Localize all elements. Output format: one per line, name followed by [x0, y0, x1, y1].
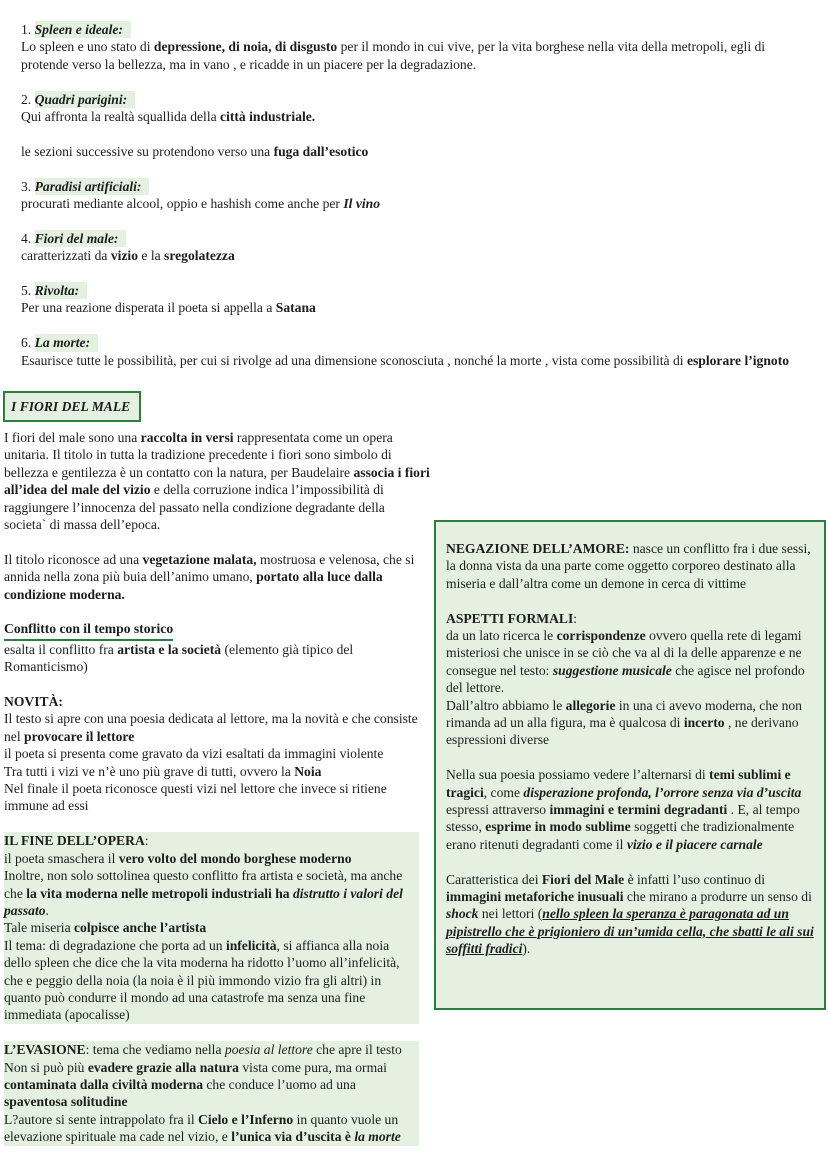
- text-run: Noia: [294, 763, 322, 779]
- section-heading: Fiori del male:: [35, 230, 127, 247]
- section-body: [21, 143, 811, 160]
- section-item: [21, 230, 811, 265]
- text-run: disperazione profonda, l’orrore senza via d’uscita: [523, 784, 802, 800]
- text-run: infelicità: [225, 937, 277, 953]
- novita-section: [4, 693, 430, 815]
- text-run: Tale miseria: [4, 920, 75, 936]
- text-run: il poeta smaschera il: [4, 850, 119, 866]
- text-run: corrispondenze: [556, 628, 646, 644]
- text-run: nei lettori (: [478, 906, 543, 922]
- evasione-section: [4, 1041, 419, 1145]
- section-item: [21, 282, 811, 317]
- text-run: .: [45, 902, 49, 918]
- negazione-paragraph: [446, 540, 816, 592]
- section-number: 4.: [21, 230, 35, 246]
- text-run: espressi attraverso: [446, 802, 550, 818]
- right-box: [434, 520, 826, 1010]
- section-number: 2.: [21, 91, 35, 107]
- text-run: esprime in modo sublime: [485, 819, 631, 835]
- text-run: temi sublimi e tragici: [446, 767, 791, 800]
- text-run: , ne derivano espressioni diverse: [446, 715, 799, 748]
- text-run: poesia al lettore: [224, 1042, 313, 1058]
- fine-heading-colon: :: [144, 833, 149, 849]
- text-run: I fiori del male sono una: [4, 430, 141, 445]
- text-run: contaminata dalla civiltà moderna: [4, 1076, 203, 1092]
- text-run: incerto: [683, 715, 725, 731]
- text-run: Lo spleen e uno stato di: [21, 39, 154, 55]
- text-run: Qui affronta la realtà squallida della: [21, 109, 221, 125]
- poesia-paragraph: [446, 766, 816, 853]
- text-run: provocare il lettore: [24, 728, 135, 744]
- text-run: la morte: [354, 1129, 401, 1145]
- text-run: immagini e termini degradanti: [549, 802, 728, 818]
- text-run: Dall’altro abbiamo le: [446, 697, 566, 713]
- left-column: [4, 429, 430, 1146]
- text-run: Non si può più: [4, 1059, 88, 1075]
- text-run: è infatti l’uso continuo di: [624, 871, 765, 887]
- text-run: spaventosa solitudine: [4, 1094, 128, 1110]
- text-run: la vita moderna nelle metropoli industriali ha: [26, 885, 293, 901]
- aspetti-heading: ASPETTI FORMALI: [446, 610, 574, 626]
- text-run: in quanto vuole un elevazione spirituale ma cade nel vizio, e: [4, 1111, 399, 1145]
- text-run: Inoltre, non solo sottolinea questo conflitto fra artista e società, ma anche che: [4, 868, 403, 901]
- text-run: l’unica via d’uscita è: [231, 1129, 355, 1145]
- text-run: per il mondo in cui vive, per la vita borghese nella vita della metropoli, egli di protende verso la bellezza, ma in vano , e ricadde in un piacere per la degradazione.: [21, 39, 766, 72]
- text-run: , si affianca alla noia dello spleen che dice che la vita moderna ha ridotto l’uomo all’infelicità, che e peggio della noia (la noia è il più immondo vizio fra gli altri) in quanto può condurre il mondo ad una catastrofe ma senza una fine immediata (apocalisse): [4, 937, 400, 1023]
- fine-paragraph: [4, 851, 403, 1023]
- text-run: Esaurisce tutte le possibilità, per cui si rivolge ad una dimensione sconosciuta , nonché la morte , vista come possibilità di: [21, 352, 687, 368]
- text-run: Nella sua poesia possiamo vedere l’alternarsi di: [446, 767, 710, 783]
- text-run: Nel finale il poeta riconosce questi vizi nel lettore che invece si ritiene immune ad essi: [4, 781, 387, 814]
- section-heading: Rivolta:: [35, 282, 88, 299]
- text-run: vegetazione malata,: [142, 551, 257, 567]
- text-run: da un lato ricerca le: [446, 628, 557, 644]
- section-heading: Quadri parigini:: [35, 91, 136, 108]
- section-item: [21, 178, 811, 213]
- text-run: e la: [138, 248, 165, 264]
- text-run: e della corruzione indica l’impossibilità di raggiungere l’innocenza del passato nella condizione degradante della societa` di massa dell’epoca.: [4, 482, 385, 533]
- text-run: vero volto del mondo borghese moderno: [118, 850, 352, 866]
- text-run: procurati mediante alcool, oppio e hashish come anche per: [21, 196, 344, 212]
- section-body: [21, 247, 811, 264]
- text-run: Il vino: [343, 196, 380, 212]
- section-body: [21, 38, 811, 73]
- text-run: nello spleen la speranza è paragonata ad un pipistrello che è prigioniero di un’umida cella, che sbatti le ali sui soffitti fradici: [446, 906, 814, 957]
- text-run: Fiori del Male: [541, 871, 625, 887]
- text-run: vizio e il piacere carnale: [626, 836, 763, 852]
- text-run: allegorie: [565, 697, 616, 713]
- novita-heading: NOVITÀ:: [4, 694, 63, 710]
- text-run: che mirano a produrre un senso di: [623, 889, 812, 905]
- text-run: (elemento già tipico del Romanticismo): [4, 641, 354, 675]
- text-run: raccolta in versi: [140, 430, 234, 445]
- section-number: 1.: [21, 22, 35, 37]
- text-run: NEGAZIONE DELL’AMORE:: [446, 541, 630, 556]
- caratteristica-paragraph: [446, 871, 816, 958]
- text-run: Il titolo riconosce ad una: [4, 551, 143, 567]
- text-run: Tra tutti i vizi ve n’è uno più grave di tutti, ovvero la: [4, 763, 295, 779]
- section-item: [21, 91, 811, 126]
- novita-paragraph: [4, 711, 418, 813]
- text-run: caratterizzati da: [21, 248, 111, 264]
- text-run: Caratteristica dei: [446, 871, 542, 887]
- text-run: Satana: [275, 300, 316, 316]
- section-body: [21, 195, 811, 212]
- section-item: [21, 143, 811, 160]
- text-run: portato alla luce dalla condizione moderna.: [4, 569, 383, 602]
- text-run: distrutto i valori del passato: [4, 885, 403, 918]
- aspetti-heading-colon: :: [573, 610, 578, 626]
- section-title: I FIORI DEL MALE: [11, 398, 131, 414]
- text-run: evadere grazie alla natura: [87, 1059, 239, 1075]
- text-run: ).: [522, 941, 531, 957]
- section-number: 6.: [21, 335, 35, 351]
- text-run: Per una reazione disperata il poeta si appella a: [21, 300, 276, 316]
- text-run: vizio: [110, 248, 138, 264]
- text-run: soggetti che tradizionalmente erano ritenuti degradanti come il: [446, 819, 795, 852]
- text-run: . E, al tempo stesso,: [446, 802, 800, 835]
- evasione-paragraph: [4, 1042, 402, 1144]
- text-run: colpisce anche l’artista: [74, 920, 207, 936]
- section-body: [21, 299, 811, 316]
- text-run: shock: [446, 906, 479, 922]
- section-body: [21, 352, 811, 369]
- text-run: Il tema: di degradazione che porta ad un: [4, 937, 226, 953]
- conflict-heading: Conflitto con il tempo storico: [4, 620, 173, 640]
- text-run: vista come pura, ma ormai: [238, 1059, 387, 1075]
- text-run: esplorare l’ignoto: [686, 352, 790, 368]
- conflict-paragraph: [4, 642, 353, 674]
- text-run: L?autore si sente intrappolato fra il: [4, 1111, 199, 1127]
- text-run: che apre il testo: [312, 1042, 402, 1058]
- conflict-section: [4, 620, 430, 675]
- text-run: che conduce l’uomo ad una: [203, 1076, 356, 1092]
- section-item: [21, 334, 811, 369]
- sections-list: [21, 21, 811, 386]
- section-number: 5.: [21, 283, 35, 299]
- text-run: Cielo e l’Inferno: [198, 1111, 294, 1127]
- text-run: immagini metaforiche inusuali: [446, 889, 624, 905]
- fine-heading: IL FINE DELL’OPERA: [4, 833, 145, 849]
- text-run: sregolatezza: [164, 248, 235, 264]
- text-run: , come: [483, 784, 524, 800]
- text-run: : tema che vediamo nella: [85, 1042, 225, 1058]
- section-heading: La morte:: [35, 334, 99, 351]
- text-run: le sezioni successive su protendono verso una: [21, 143, 274, 159]
- text-run: Il testo si apre con una poesia dedicata al lettore, ma la novità e che consiste nel: [4, 711, 418, 744]
- text-run: in una ci avevo moderna, che non rimanda ad un alla figura, ma è qualcosa di: [446, 697, 802, 731]
- text-run: artista e la società: [117, 641, 222, 657]
- text-run: che agisce nel profondo del lettore.: [446, 662, 805, 696]
- text-run: città industriale.: [220, 109, 316, 125]
- text-run: ovvero quella rete di legami misteriosi che unisce in se ciò che va al di la delle apparenze e ne consegue nel testo:: [446, 628, 802, 678]
- text-run: depressione, di noia, di disgusto: [153, 39, 338, 55]
- aspetti-section: [446, 610, 816, 749]
- section-number: 3.: [21, 178, 35, 194]
- section-body: [21, 108, 811, 125]
- fine-section: [4, 832, 419, 1023]
- text-run: mostruosa e velenosa, che si annida nella zona più buia dell’animo umano,: [4, 551, 415, 585]
- text-run: nasce un conflitto fra i due sessi, la donna vista da una parte come oggetto corporeo destinato alla miseria e dall’altra come un demone in cerca di vittime: [446, 541, 811, 591]
- evasione-heading: L’EVASIONE: [4, 1042, 86, 1058]
- section-heading: Spleen e ideale:: [35, 21, 131, 38]
- text-run: suggestione musicale: [552, 662, 672, 678]
- text-run: il poeta si presenta come gravato da vizi esaltati da immagini violente: [4, 746, 384, 762]
- text-run: esalta il conflitto fra: [4, 641, 118, 657]
- section-title-box: [3, 391, 141, 422]
- text-run: associa i fiori all’idea del male del vizio: [4, 464, 430, 498]
- text-run: fuga dall’esotico: [273, 143, 369, 159]
- intro-paragraph: [4, 429, 430, 533]
- text-run: rappresentata come un opera unitaria. Il titolo in tutta la tradizione precedente i fiori sono simbolo di bellezza e gentilezza è un contatto con la natura, per Baudelaire: [4, 430, 393, 480]
- aspetti-paragraph: [446, 628, 805, 747]
- section-item: [21, 21, 811, 73]
- section-heading: Paradisi artificiali:: [35, 178, 150, 195]
- title-paragraph: [4, 551, 430, 603]
